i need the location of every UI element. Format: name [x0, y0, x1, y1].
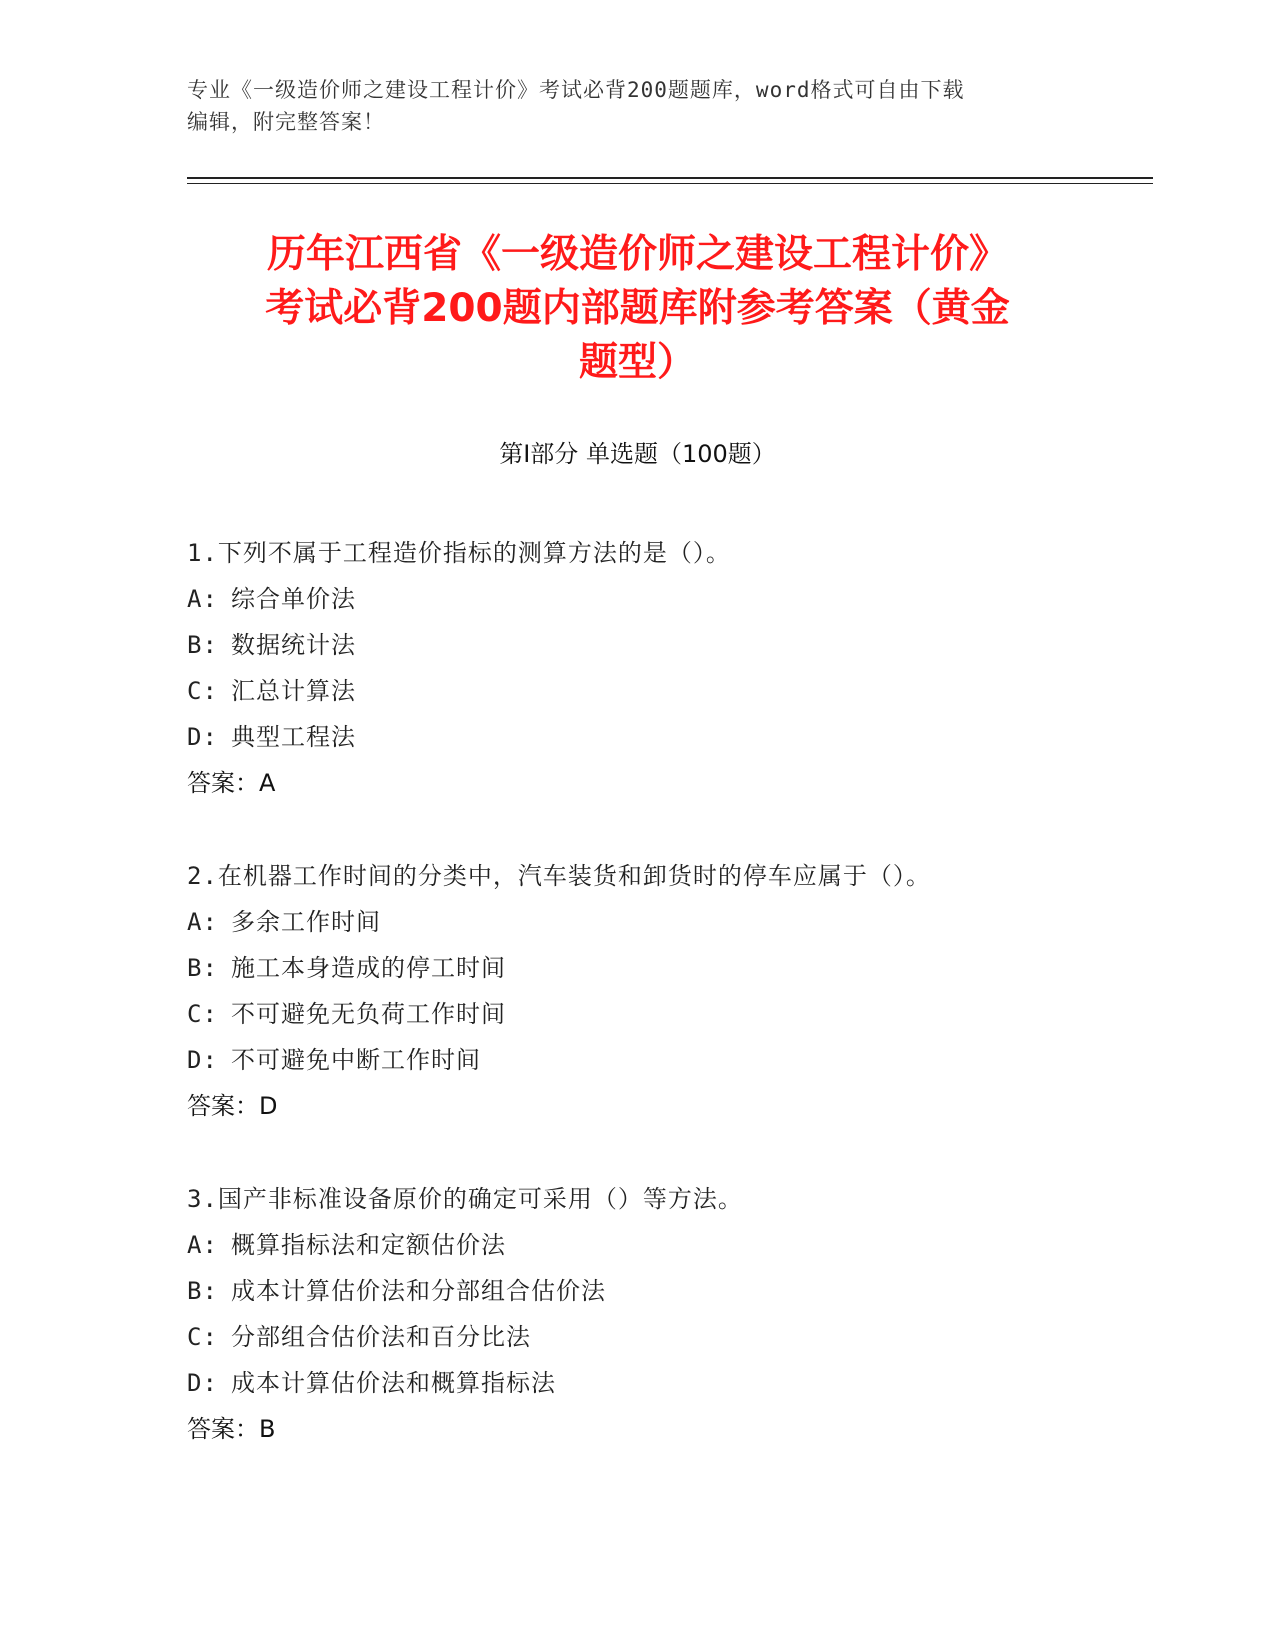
question-item	[187, 530, 1147, 806]
option-text: 成本计算估价法和概算指标法	[231, 1369, 556, 1397]
option-letter: D:	[187, 723, 218, 751]
option-text: 成本计算估价法和分部组合估价法	[231, 1277, 606, 1305]
option-letter: B:	[187, 1277, 218, 1305]
option-b	[187, 945, 1147, 991]
option-a	[187, 899, 1147, 945]
header-divider-thick	[187, 177, 1153, 179]
option-text: 概算指标法和定额估价法	[231, 1231, 506, 1259]
option-b	[187, 622, 1147, 668]
option-letter: B:	[187, 631, 218, 659]
document-title-line-1: 历年江西省《一级造价师之建设工程计价》	[266, 232, 1008, 277]
option-letter: D:	[187, 1046, 218, 1074]
option-letter: A:	[187, 1231, 218, 1259]
option-text: 综合单价法	[231, 585, 356, 613]
header-note-line-1: 专业《一级造价师之建设工程计价》考试必背200题题库，word格式可自由下载	[187, 78, 965, 102]
option-d	[187, 1037, 1147, 1083]
question-list	[187, 530, 1147, 1499]
document-title	[160, 228, 1115, 390]
option-b	[187, 1268, 1147, 1314]
option-text: 施工本身造成的停工时间	[231, 954, 506, 982]
option-text: 汇总计算法	[231, 677, 356, 705]
question-item	[187, 853, 1147, 1129]
option-letter: C:	[187, 1000, 218, 1028]
option-d	[187, 1360, 1147, 1406]
option-letter: C:	[187, 677, 218, 705]
answer-line: 答案：A	[187, 769, 276, 797]
option-c	[187, 668, 1147, 714]
question-stem: 1.下列不属于工程造价指标的测算方法的是（）。	[187, 539, 731, 567]
option-letter: B:	[187, 954, 218, 982]
option-c	[187, 991, 1147, 1037]
question-stem: 2.在机器工作时间的分类中，汽车装货和卸货时的停车应属于（）。	[187, 862, 931, 890]
question-item	[187, 1176, 1147, 1452]
question-stem: 3.国产非标准设备原价的确定可采用（）等方法。	[187, 1185, 743, 1213]
header-divider-thin	[187, 183, 1153, 184]
answer-line: 答案：B	[187, 1415, 276, 1443]
option-text: 数据统计法	[231, 631, 356, 659]
option-letter: C:	[187, 1323, 218, 1351]
option-letter: D:	[187, 1369, 218, 1397]
document-title-line-2: 考试必背200题内部题库附参考答案（黄金	[265, 286, 1010, 331]
document-title-line-3: 题型）	[578, 340, 696, 385]
option-letter: A:	[187, 585, 218, 613]
option-a	[187, 576, 1147, 622]
header-note-line-2: 编辑，附完整答案！	[187, 110, 385, 134]
option-text: 多余工作时间	[231, 908, 381, 936]
section-title: 第Ⅰ部分 单选题（100题）	[499, 440, 776, 468]
option-letter: A:	[187, 908, 218, 936]
option-text: 分部组合估价法和百分比法	[231, 1323, 531, 1351]
option-text: 典型工程法	[231, 723, 356, 751]
option-text: 不可避免无负荷工作时间	[231, 1000, 506, 1028]
option-a	[187, 1222, 1147, 1268]
answer-line: 答案：D	[187, 1092, 278, 1120]
option-d	[187, 714, 1147, 760]
option-text: 不可避免中断工作时间	[231, 1046, 481, 1074]
option-c	[187, 1314, 1147, 1360]
header-note	[187, 74, 1087, 138]
